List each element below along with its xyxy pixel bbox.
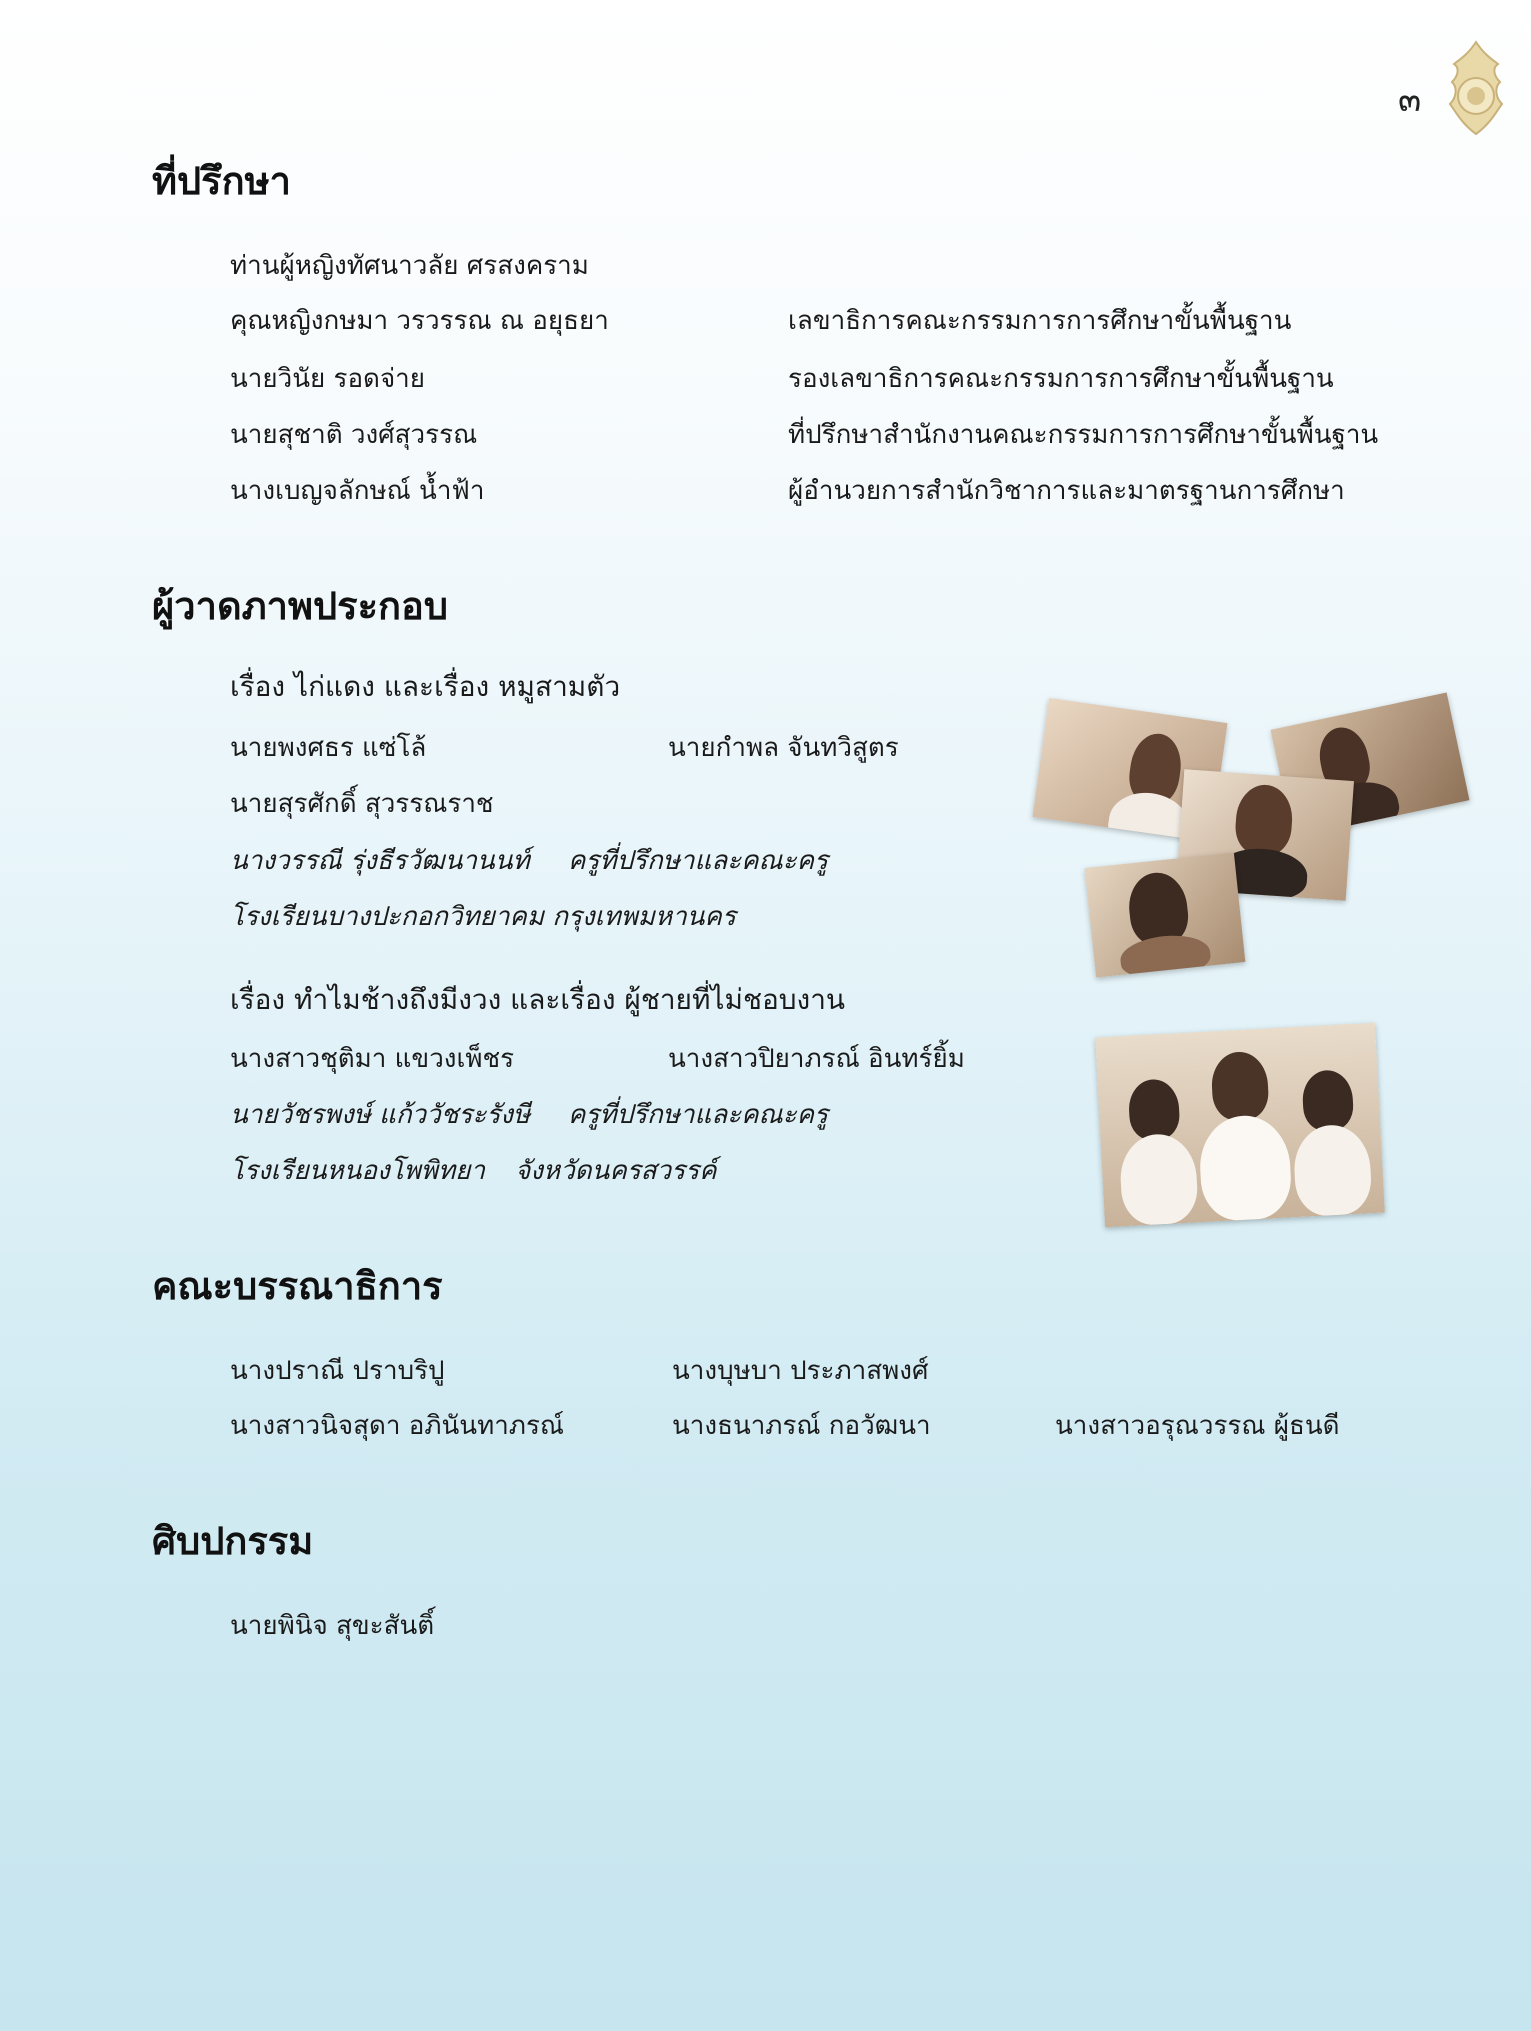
story-title: เรื่อง ไก่แดง และเรื่อง หมูสามตัว bbox=[230, 670, 621, 703]
page-number: ๓ bbox=[1398, 80, 1422, 120]
editor-name: นางปราณี ปราบริปู bbox=[230, 1356, 445, 1386]
person-figure bbox=[1234, 783, 1295, 857]
advisor-name: ท่านผู้หญิงทัศนาวลัย ศรสงคราม bbox=[230, 251, 589, 281]
school-name: โรงเรียนหนองโพพิทยา bbox=[230, 1156, 485, 1186]
editor-name: นางสาวอรุณวรรณ ผู้ธนดี bbox=[1055, 1411, 1340, 1441]
illustrator-name: นายสุรศักดิ์ สุวรรณราช bbox=[230, 789, 494, 819]
teacher-name: นายวัชรพงษ์ แก้ววัชระรังษี bbox=[230, 1100, 531, 1130]
illustrator-name: นางสาวปิยาภรณ์ อินทร์ยิ้ม bbox=[668, 1044, 965, 1074]
illustrator-name: นายพงศธร แซ่โล้ bbox=[230, 733, 427, 763]
person-figure bbox=[1118, 932, 1212, 978]
illustrator-name: นายกำพล จันทวิสูตร bbox=[668, 733, 899, 763]
story-title: เรื่อง ทำไมช้างถึงมีงวง และเรื่อง ผู้ชายที่ไม่ชอบงาน bbox=[230, 983, 846, 1016]
person-figure bbox=[1210, 1051, 1269, 1122]
person-figure bbox=[1118, 1132, 1199, 1226]
advisor-role: เลขาธิการคณะกรรมการการศึกษาขั้นพื้นฐาน bbox=[788, 306, 1292, 336]
person-figure bbox=[1128, 1078, 1181, 1141]
school-crest-icon bbox=[1440, 38, 1512, 138]
advisor-role: ผู้อำนวยการสำนักวิชาการและมาตรฐานการศึกษา bbox=[788, 476, 1345, 506]
advisor-name: นายสุชาติ วงศ์สุวรรณ bbox=[230, 420, 478, 450]
province-name: จังหวัดนครสวรรค์ bbox=[515, 1156, 717, 1186]
teacher-name: นางวรรณี รุ่งธีรวัฒนานนท์ bbox=[230, 846, 530, 876]
advisor-role: ที่ปรึกษาสำนักงานคณะกรรมการการศึกษาขั้นพื้นฐาน bbox=[788, 420, 1379, 450]
editor-name: นางสาวนิจสุดา อภินันทาภรณ์ bbox=[230, 1411, 565, 1441]
advisor-name: คุณหญิงกษมา วรวรรณ ณ อยุธยา bbox=[230, 306, 609, 336]
school-name: โรงเรียนบางปะกอกวิทยาคม กรุงเทพมหานคร bbox=[230, 902, 736, 932]
advisor-name: นางเบญจลักษณ์ น้ำฟ้า bbox=[230, 476, 485, 506]
person-figure bbox=[1292, 1123, 1373, 1217]
section-title-illustrators: ผู้วาดภาพประกอบ bbox=[152, 586, 448, 628]
person-figure bbox=[1198, 1114, 1293, 1223]
person-figure bbox=[1301, 1069, 1354, 1132]
section-title-advisors: ที่ปรึกษา bbox=[152, 161, 291, 203]
illustrator-group-photo bbox=[1095, 1023, 1385, 1227]
section-title-artwork: ศิบปกรรม bbox=[152, 1521, 314, 1563]
advisor-name: นายวินัย รอดจ่าย bbox=[230, 364, 426, 394]
editor-name: นางบุษบา ประภาสพงศ์ bbox=[672, 1356, 929, 1386]
editor-name: นางธนาภรณ์ กอวัฒนา bbox=[672, 1411, 931, 1441]
illustrator-photo bbox=[1085, 852, 1246, 977]
teacher-role: ครูที่ปรึกษาและคณะครู bbox=[568, 846, 828, 876]
section-title-editors: คณะบรรณาธิการ bbox=[152, 1266, 443, 1308]
illustrator-name: นางสาวชุติมา แขวงเพ็ชร bbox=[230, 1044, 515, 1074]
teacher-role: ครูที่ปรึกษาและคณะครู bbox=[568, 1100, 828, 1130]
artist-name: นายพินิจ สุขะสันติ์ bbox=[230, 1611, 435, 1641]
advisor-role: รองเลขาธิการคณะกรรมการการศึกษาขั้นพื้นฐาน bbox=[788, 364, 1334, 394]
